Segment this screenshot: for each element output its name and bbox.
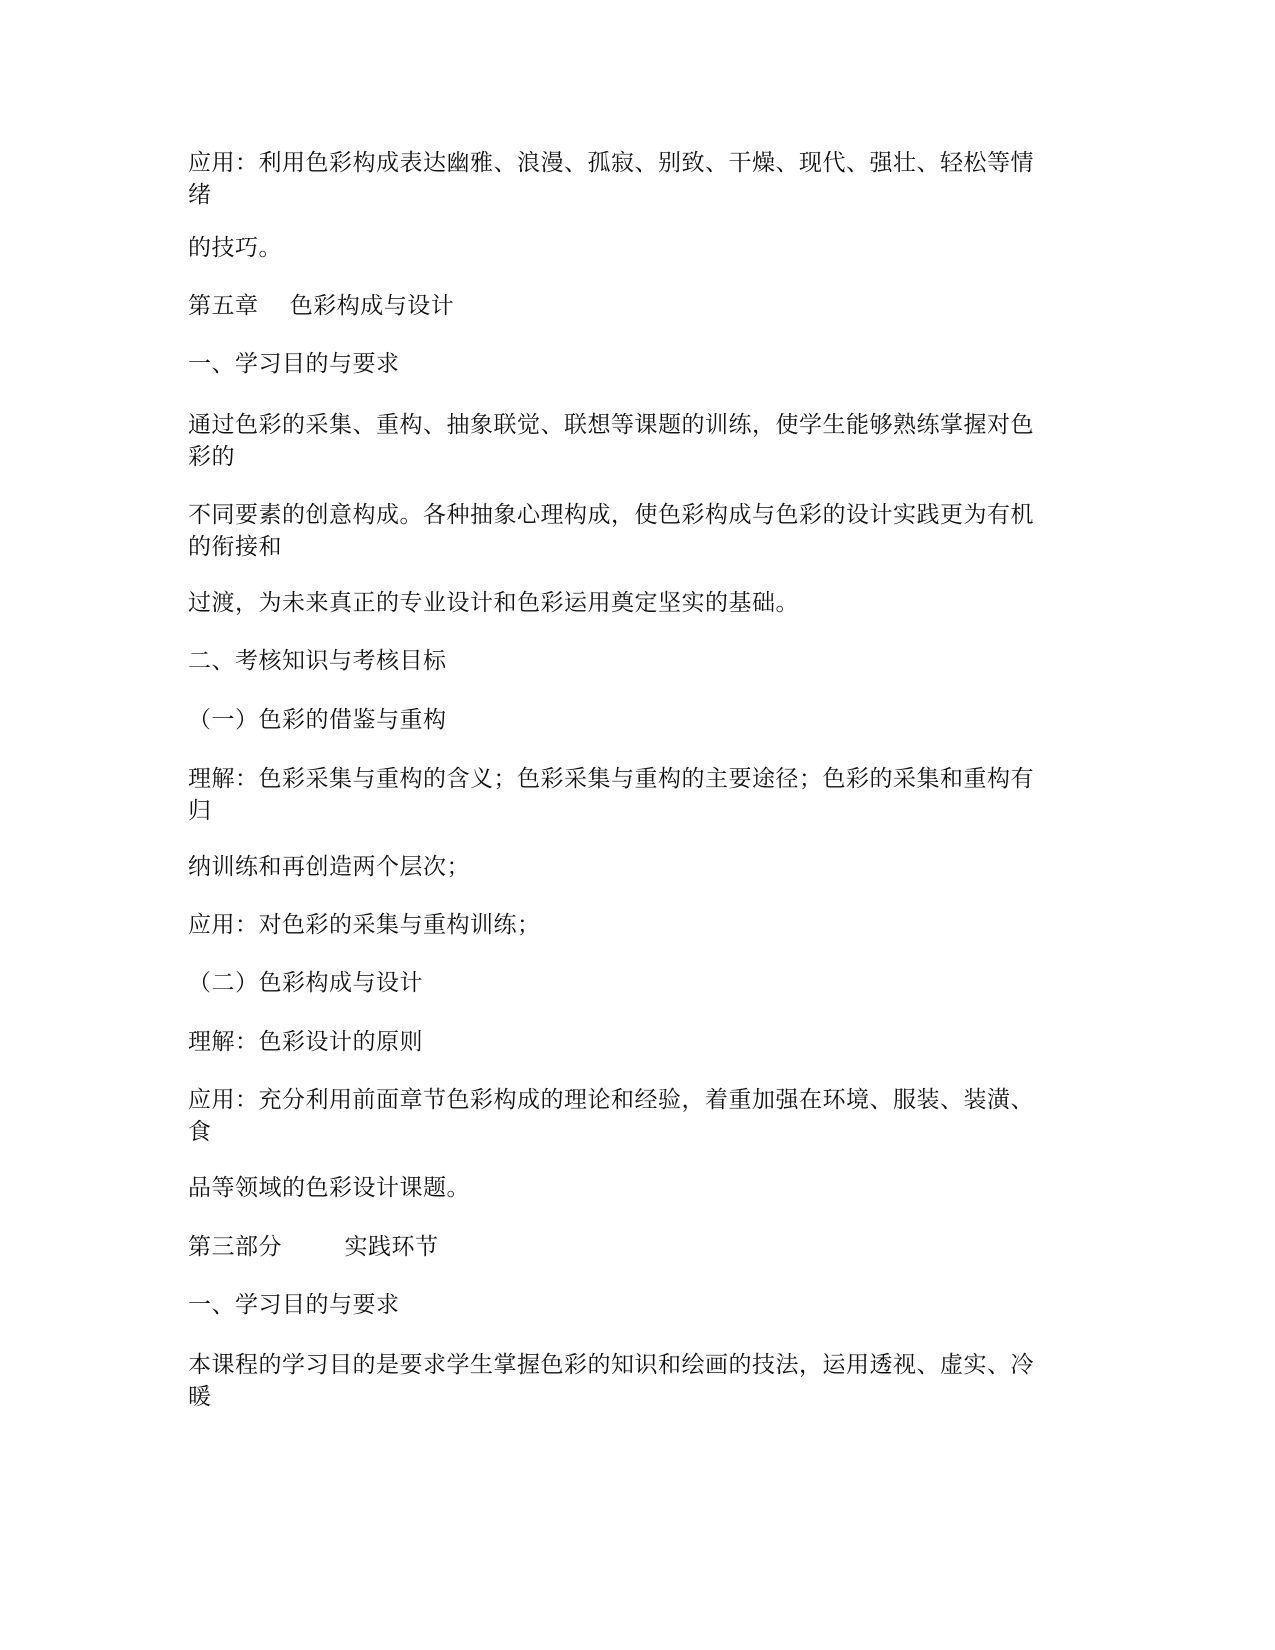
text-line: 归	[188, 798, 212, 824]
section-heading: 二、考核知识与考核目标	[188, 648, 447, 674]
section-heading: 一、学习目的与要求	[188, 1292, 400, 1318]
text-line: 品等领域的色彩设计课题。	[188, 1175, 470, 1201]
subsection-heading: （一）色彩的借鉴与重构	[188, 707, 447, 733]
text-line: 的衔接和	[188, 534, 282, 560]
part-heading: 第三部分 实践环节	[188, 1234, 439, 1260]
section-heading: 一、学习目的与要求	[188, 351, 400, 377]
text-line: 暖	[188, 1384, 212, 1410]
text-line: 食	[188, 1119, 212, 1145]
text-line: 通过色彩的采集、重构、抽象联觉、联想等课题的训练，使学生能够熟练掌握对色	[188, 412, 1034, 438]
text-line: 理解：色彩采集与重构的含义；色彩采集与重构的主要途径；色彩的采集和重构有	[188, 766, 1034, 792]
text-line: 纳训练和再创造两个层次；	[188, 854, 470, 880]
chapter-heading: 第五章 色彩构成与设计	[188, 293, 455, 319]
text-line: 不同要素的创意构成。各种抽象心理构成，使色彩构成与色彩的设计实践更为有机	[188, 502, 1034, 528]
text-line: 理解：色彩设计的原则	[188, 1029, 423, 1055]
subsection-heading: （二）色彩构成与设计	[188, 970, 423, 996]
text-line: 本课程的学习目的是要求学生掌握色彩的知识和绘画的技法，运用透视、虚实、冷	[188, 1352, 1034, 1378]
text-line: 应用：对色彩的采集与重构训练；	[188, 912, 541, 938]
text-line: 彩的	[188, 444, 235, 470]
text-line: 应用：利用色彩构成表达幽雅、浪漫、孤寂、别致、干燥、现代、强壮、轻松等情	[188, 150, 1034, 176]
text-line: 过渡，为未来真正的专业设计和色彩运用奠定坚实的基础。	[188, 590, 799, 616]
text-line: 绪	[188, 182, 212, 208]
text-line: 应用：充分利用前面章节色彩构成的理论和经验，着重加强在环境、服装、装潢、	[188, 1087, 1034, 1113]
text-line: 的技巧。	[188, 235, 282, 261]
